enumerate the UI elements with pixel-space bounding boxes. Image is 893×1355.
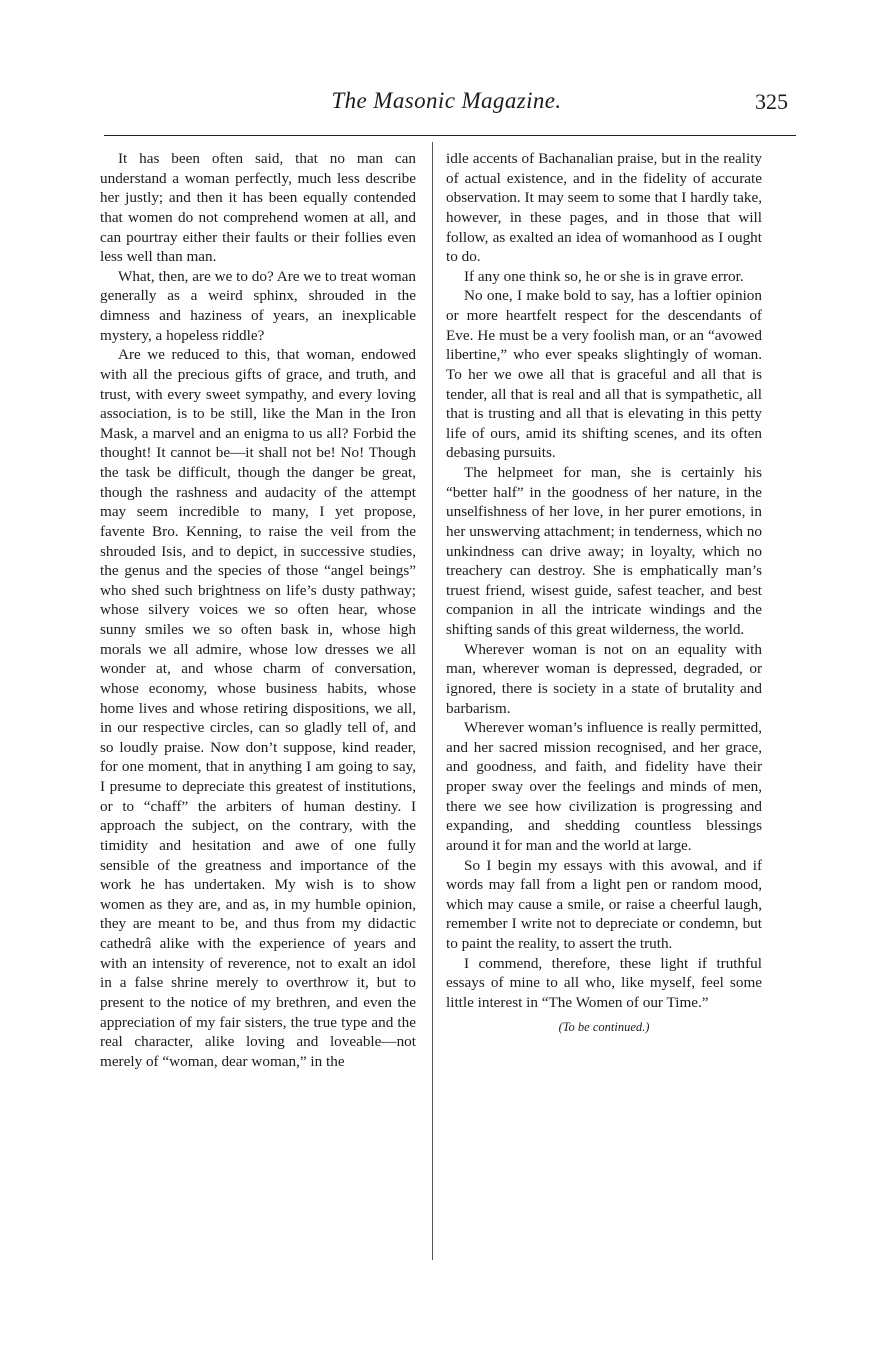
page-number: 325 (755, 89, 788, 114)
column-divider (432, 142, 433, 1260)
paragraph-continuation: idle accents of Bachanalian praise, but in the reality of actual existence, and in the fidelity of accurate observation. It may seem to some that I hardly take, however, in these pages, and in those that will follow, as exalted an idea of womanhood as I ought to do. (446, 150, 762, 266)
paragraph: Wherever woman is not on an equality with man, wherever woman is depressed, degraded, or ignored, there is society in a state of brutality and barbarism. (446, 640, 762, 717)
paragraph: It has been often said, that no man can understand a woman perfectly, much less describe her justly; and then it has been equally contended that women do not comprehend women at all, and can pourtray either their faults or their follies even less well than man. (100, 150, 416, 266)
paragraph: No one, I make bold to say, has a loftier opinion or more heartfelt respect for the descendants of Eve. He must be a very foolish man, or an “avowed libertine,” who ever speaks slightingly of woman. To her we owe all that is graceful and all that is tender, all that is real and all that is sympathetic, all that is trusting and all that is elevating in this petty life of ours, amid its shifting scenes, and its often debasing pursuits. (446, 287, 762, 462)
paragraph: So I begin my essays with this avowal, and if words may fall from a light pen or random mood, which may cause a smile, or raise a cheerful laugh, remember I write not to depreciate or condemn, but to paint the reality, to assert the truth. (446, 856, 762, 952)
left-column (100, 149, 416, 1071)
paragraph: If any one think so, he or she is in grave error. (464, 267, 744, 285)
paragraph: Are we reduced to this, that woman, endowed with all the precious gifts of grace, and truth, and trust, with every sweet sympathy, and every loving association, is to be still, like the Man in the Iron Mask, a marvel and an enigma to us all? Forbid the thought! It cannot be—it shall not be! No! Though the task be difficult, though the danger be great, though the rashness and audacity of the attempt may seem incredible to many, I yet propose, favente Bro. Kenning, to raise the veil from the shrouded Isis, and to depict, in successive studies, the genus and the species of those “angel beings” who shed such brightness on life’s dusty pathway; whose silvery voices we so often hear, whose sunny smiles we so often bask in, whose high morals we all admire, whose low dresses we all wonder at, and whose charm of conversation, whose economy, whose business habits, whose home lives and whose retiring dispositions, we all, in our respective circles, can so gladly tell of, and so loudly praise. Now don’t suppose, kind reader, for one moment, that in anything I am going to say, I presume to depreciate this greatest of institutions, or to “chaff” the arbiters of human destiny. I approach the subject, on the contrary, with the timidity and hesitation and awe of one fully sensible of the greatness and importance of the work he has undertaken. My wish is to show women as they are, and as, in my humble opinion, they are meant to be, and thus from my didactic cathedrâ alike with the experience of years and with an intensity of reverence, not to exalt an idol in a false shrine merely to overthrow it, but to present to the notice of my brethren, and even the appreciation of my fair sisters, the true type and the real character, alike loving and loveable—not merely of “woman, dear woman,” in the (100, 346, 416, 1070)
page-header (0, 88, 893, 128)
paragraph: I commend, therefore, these light if truthful essays of mine to all who, like myself, feel some little interest in “The Women of our Time.” (446, 954, 762, 1011)
paragraph: Wherever woman’s influence is really permitted, and her sacred mission recognised, and her grace, and goodness, and faith, and fidelity have their proper sway over the feelings and minds of men, there we see how civilization is progressing and expanding, and shedding countless blessings around it for man and the world at large. (446, 719, 762, 854)
header-rule (104, 135, 796, 136)
continued-note: (To be continued.) (558, 1019, 650, 1034)
paragraph: What, then, are we to do? Are we to treat woman generally as a weird sphinx, shrouded in the dimness and haziness of years, an inexplicable mystery, a hopeless riddle? (100, 267, 416, 344)
paragraph: The helpmeet for man, she is certainly his “better half” in the goodness of her nature, in the unselfishness of her love, in her purer emotions, in her unswerving attachment; in tenderness, which no unkindness can drive away; in loyalty, which no treachery can destroy. She is emphatically man’s truest friend, wisest guide, safest teacher, and best companion in all the intricate windings and the shifting sands of this great wilderness, the world. (446, 464, 762, 638)
right-column (446, 149, 762, 1037)
running-title: The Masonic Magazine. (331, 88, 562, 113)
